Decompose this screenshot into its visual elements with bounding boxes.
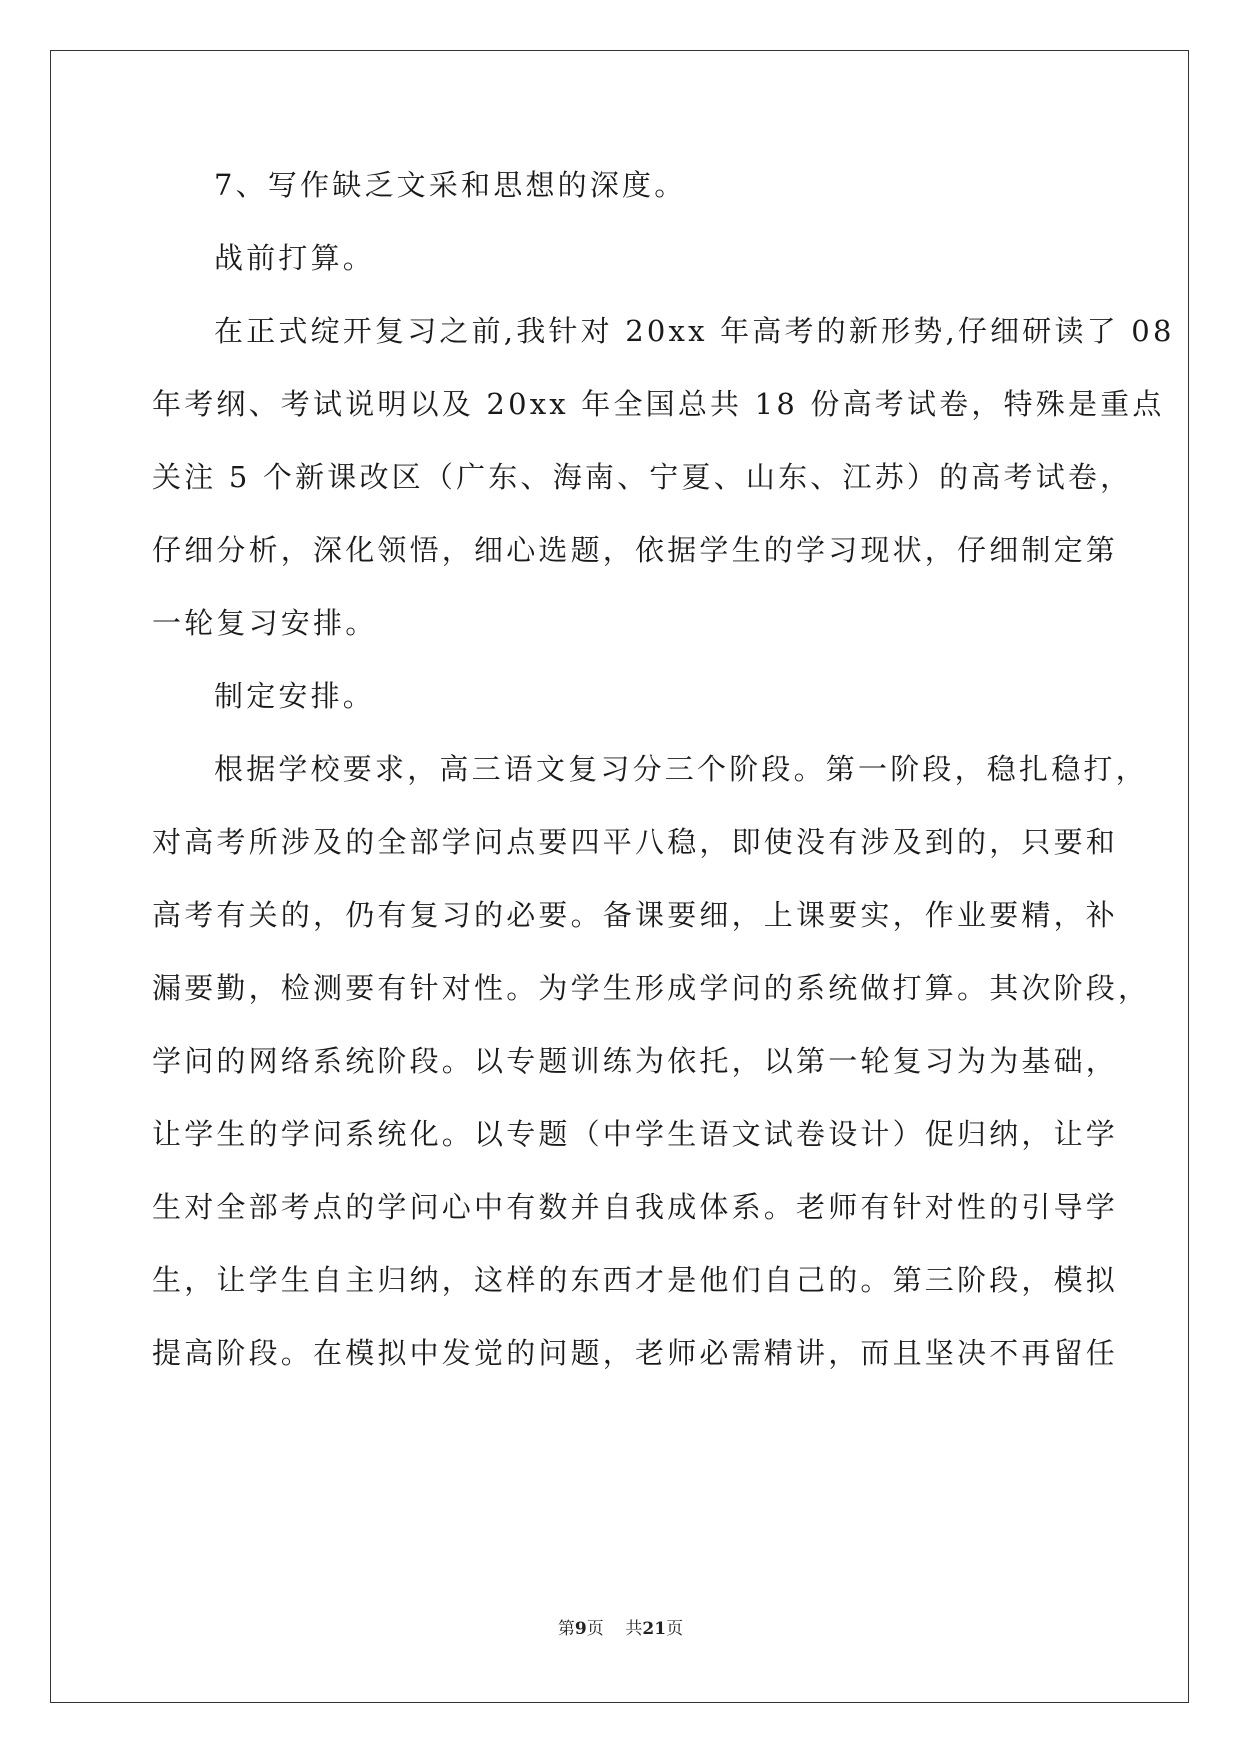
footer-prefix: 第 bbox=[557, 1619, 575, 1639]
paragraph-line: 对高考所涉及的全部学问点要四平八稳，即使没有涉及到的，只要和 bbox=[152, 825, 1119, 859]
paragraph-line: 让学生的学问系统化。以专题（中学生语文试卷设计）促归纳，让学 bbox=[152, 1117, 1119, 1151]
page-frame bbox=[50, 50, 1189, 1703]
total-page-count: 21 bbox=[642, 1619, 667, 1639]
paragraph-line: 生对全部考点的学问心中有数并自我成体系。老师有针对性的引导学 bbox=[152, 1190, 1119, 1224]
paragraph-line: 仔细分析，深化领悟，细心选题，依据学生的学习现状，仔细制定第 bbox=[152, 533, 1119, 567]
paragraph-line: 高考有关的，仍有复习的必要。备课要细，上课要实，作业要精，补 bbox=[152, 898, 1119, 932]
footer-suffix: 页 bbox=[666, 1619, 684, 1639]
paragraph-line: 一轮复习安排。 bbox=[152, 606, 378, 640]
paragraph-line: 漏要勤，检测要有针对性。为学生形成学问的系统做打算。其次阶段， bbox=[152, 971, 1151, 1005]
paragraph-line: 年考纲、考试说明以及 20xx 年全国总共 18 份高考试卷，特殊是重点 bbox=[152, 387, 1165, 421]
paragraph-line: 学问的网络系统阶段。以专题训练为依托，以第一轮复习为为基础， bbox=[152, 1044, 1119, 1078]
paragraph-line: 制定安排。 bbox=[214, 679, 376, 713]
page-footer bbox=[0, 1618, 1241, 1640]
current-page-number: 9 bbox=[574, 1619, 587, 1639]
paragraph-line: 7、写作缺乏文采和思想的深度。 bbox=[214, 168, 687, 202]
paragraph-line: 战前打算。 bbox=[214, 241, 376, 275]
footer-middle: 页 共 bbox=[586, 1619, 643, 1639]
paragraph-line: 在正式绽开复习之前,我针对 20xx 年高考的新形势,仔细研读了 08 bbox=[214, 314, 1175, 348]
paragraph-line: 生，让学生自主归纳，这样的东西才是他们自己的。第三阶段，模拟 bbox=[152, 1263, 1119, 1297]
paragraph-line: 根据学校要求，高三语文复习分三个阶段。第一阶段，稳扎稳打， bbox=[214, 752, 1148, 786]
paragraph-line: 提高阶段。在模拟中发觉的问题，老师必需精讲，而且坚决不再留任 bbox=[152, 1336, 1119, 1370]
paragraph-line: 关注 5 个新课改区（广东、海南、宁夏、山东、江苏）的高考试卷， bbox=[152, 460, 1133, 494]
